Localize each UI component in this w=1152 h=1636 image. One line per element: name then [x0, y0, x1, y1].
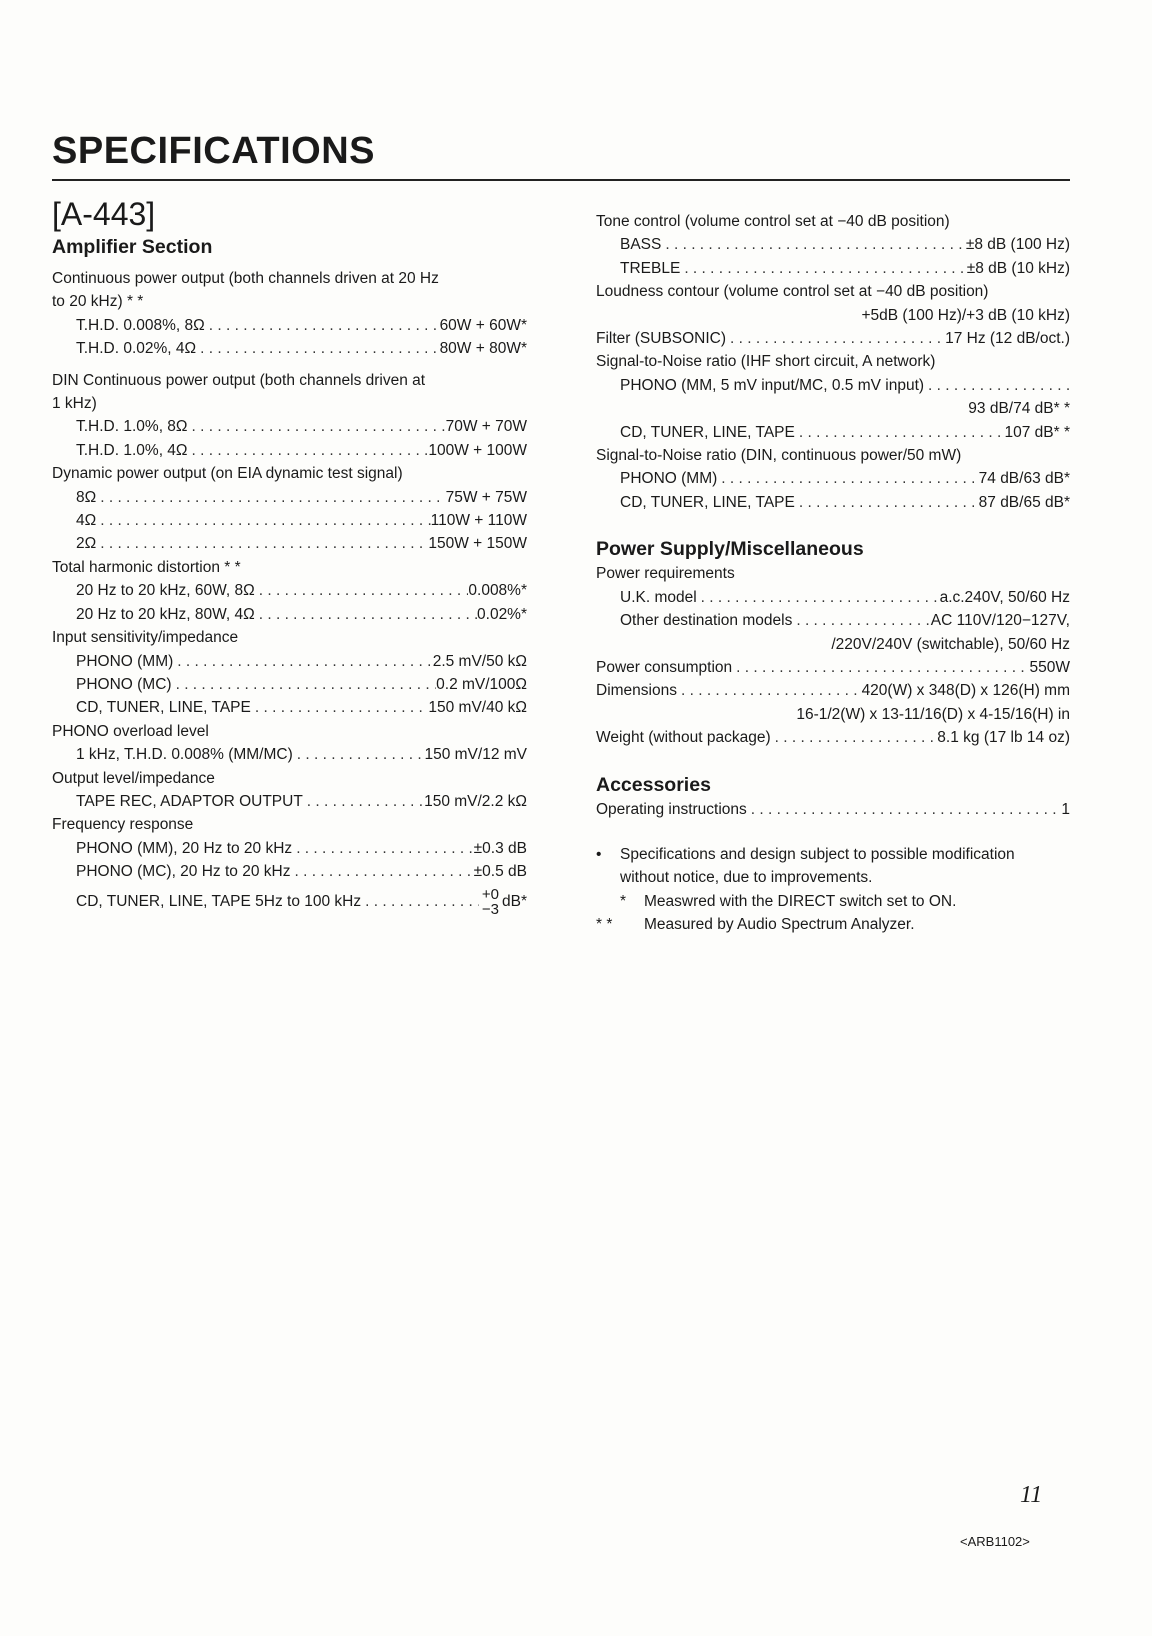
spec-row: Operating instructions . . . 1	[596, 798, 1070, 821]
title-rule	[52, 179, 1070, 181]
snr-phono-value: 93 dB/74 dB* *	[968, 400, 1070, 418]
output-level-label: Output level/impedance	[52, 769, 215, 787]
footnote: without notice, due to improvements.	[620, 869, 873, 887]
spec-row: TREBLE . . . ±8 dB (10 kHz)	[596, 257, 1070, 280]
spec-row: PHONO (MM) . . . 74 dB/63 dB*	[596, 467, 1070, 490]
spec-row: T.H.D. 1.0%, 4Ω . . . 100W + 100W	[52, 439, 527, 462]
amplifier-section-heading: Amplifier Section	[52, 236, 213, 258]
spec-row: 8Ω . . . 75W + 75W	[52, 486, 527, 509]
loudness-label: Loudness contour (volume control set at −40 dB position)	[596, 283, 989, 301]
spec-row: CD, TUNER, LINE, TAPE . . . 150 mV/40 kΩ	[52, 696, 527, 719]
spec-row: 4Ω . . . 110W + 110W	[52, 509, 527, 532]
spec-row: 1 kHz, T.H.D. 0.008% (MM/MC) . . . 150 mV/12 mV	[52, 743, 527, 766]
snr-ihf-label: Signal-to-Noise ratio (IHF short circuit, A network)	[596, 353, 936, 371]
power-supply-heading: Power Supply/Miscellaneous	[596, 538, 864, 561]
spec-row: PHONO (MC), 20 Hz to 20 kHz . . . ±0.5 dB	[52, 860, 527, 883]
din-line-1: DIN Continuous power output (both channels driven at	[52, 371, 426, 389]
din-line-2: 1 kHz)	[52, 395, 97, 413]
footnote: * Measwred with the DIRECT switch set to ON.	[620, 892, 957, 910]
spec-row: PHONO (MC) . . . 0.2 mV/100Ω	[52, 673, 527, 696]
spec-row: Weight (without package) . . . 8.1 kg (17 lb 14 oz)	[596, 726, 1070, 749]
model-heading: [A-443]	[52, 196, 156, 232]
spec-row: CD, TUNER, LINE, TAPE . . . 87 dB/65 dB*	[596, 491, 1070, 514]
loudness-value: +5dB (100 Hz)/+3 dB (10 kHz)	[861, 306, 1070, 324]
spec-row: 2Ω . . . 150W + 150W	[52, 532, 527, 555]
spec-row: Other destination models . . . AC 110V/120−127V,	[596, 609, 1070, 632]
spec-row: BASS . . . ±8 dB (100 Hz)	[596, 233, 1070, 256]
dimensions-inches: 16-1/2(W) x 13-11/16(D) x 4-15/16(H) in	[796, 705, 1070, 723]
spec-row: 20 Hz to 20 kHz, 80W, 4Ω . . . 0.02%*	[52, 603, 527, 626]
left-column	[52, 267, 527, 920]
page-title: SPECIFICATIONS	[52, 130, 375, 172]
sensitivity-label: Input sensitivity/impedance	[52, 629, 239, 647]
spec-row: Dimensions . . . 420(W) x 348(D) x 126(H) mm	[596, 679, 1070, 702]
spec-row: Power consumption . . . 550W	[596, 656, 1070, 679]
thd-label: Total harmonic distortion * *	[52, 558, 241, 576]
freq-response-label: Frequency response	[52, 816, 194, 834]
cont-power-line-2: to 20 kHz) * *	[52, 293, 144, 311]
footnote: • Specifications and design subject to possible modification	[596, 845, 1015, 863]
footnote: * * Measured by Audio Spectrum Analyzer.	[596, 916, 915, 934]
tone-control-label: Tone control (volume control set at −40 dB position)	[596, 213, 950, 230]
other-models-value-2: /220V/240V (switchable), 50/60 Hz	[831, 635, 1070, 653]
overload-label: PHONO overload level	[52, 722, 209, 740]
page-number: 11	[1020, 1482, 1043, 1508]
spec-row: PHONO (MM) . . . 2.5 mV/50 kΩ	[52, 650, 527, 673]
right-column	[596, 210, 1070, 937]
spec-row: CD, TUNER, LINE, TAPE . . . 107 dB* *	[596, 421, 1070, 444]
document-code: <ARB1102>	[960, 1534, 1030, 1549]
snr-din-label: Signal-to-Noise ratio (DIN, continuous power/50 mW)	[596, 447, 962, 465]
spec-row: T.H.D. 1.0%, 8Ω . . . 70W + 70W	[52, 415, 527, 438]
spec-row: Filter (SUBSONIC) . . . 17 Hz (12 dB/oct.)	[596, 327, 1070, 350]
spec-row: TAPE REC, ADAPTOR OUTPUT . . . 150 mV/2.2 kΩ	[52, 790, 527, 813]
spec-row: T.H.D. 0.008%, 8Ω . . . 60W + 60W*	[52, 314, 527, 337]
spec-row: T.H.D. 0.02%, 4Ω . . . 80W + 80W*	[52, 337, 527, 360]
power-req-label: Power requirements	[596, 565, 735, 583]
spec-row: PHONO (MM), 20 Hz to 20 kHz . . . ±0.3 dB	[52, 837, 527, 860]
cont-power-line-1: Continuous power output (both channels driven at 20 Hz	[52, 270, 439, 287]
accessories-heading: Accessories	[596, 773, 711, 796]
spec-row: U.K. model . . . a.c.240V, 50/60 Hz	[596, 586, 1070, 609]
spec-row: CD, TUNER, LINE, TAPE 5Hz to 100 kHz . . . +0 −3 dB*	[52, 884, 527, 920]
spec-row: 20 Hz to 20 kHz, 60W, 8Ω . . . 0.008%*	[52, 579, 527, 602]
dynamic-power-label: Dynamic power output (on EIA dynamic test signal)	[52, 465, 403, 483]
footnotes	[596, 843, 1070, 937]
spec-row: PHONO (MM, 5 mV input/MC, 0.5 mV input) . . .	[596, 374, 1070, 397]
